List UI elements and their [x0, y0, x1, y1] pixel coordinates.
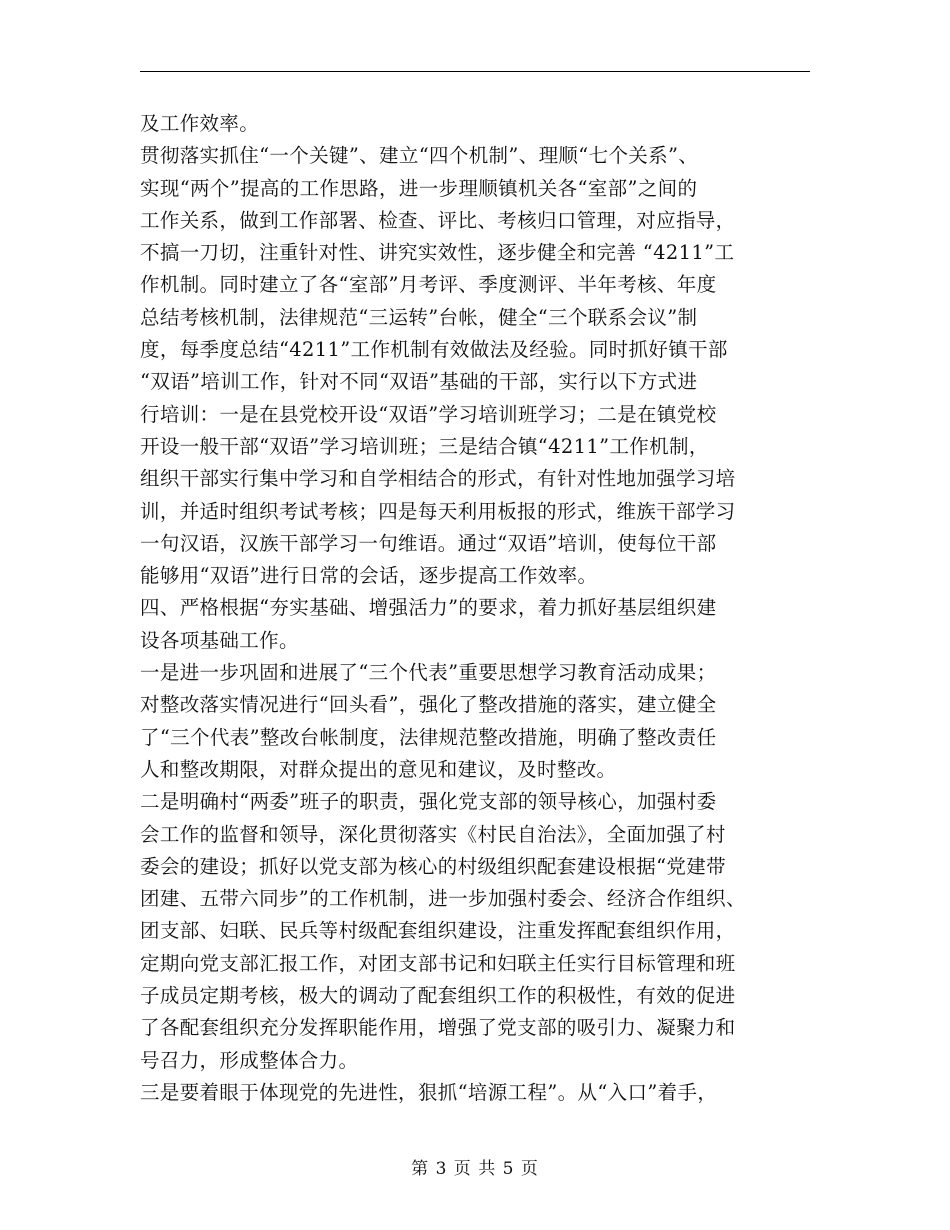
text-line: 行培训：一是在县党校开设“双语”学习培训班学习；二是在镇党校 [140, 402, 717, 426]
text-line: 设各项基础工作。 [140, 628, 299, 652]
document-body [140, 108, 810, 1109]
text-line: 及工作效率。 [140, 112, 260, 135]
header-rule [140, 71, 810, 72]
text-line: 团支部、妇联、民兵等村级配套组织建设，注重发挥配套组织作用， [140, 919, 736, 943]
text-line: 训，并适时组织考试考核；四是每天利用板报的形式，维族干部学习 [140, 499, 736, 523]
text-line: 会工作的监督和领导，深化贯彻落实《村民自治法》，全面加强了村 [140, 822, 726, 846]
text-line: 人和整改期限，对群众提出的意见和建议，及时整改。 [140, 757, 617, 781]
text-line: 实现“两个”提高的工作思路，进一步理顺镇机关各“室部”之间的 [140, 176, 698, 200]
text-line: 了各配套组织充分发挥职能作用，增强了党支部的吸引力、凝聚力和 [140, 1016, 736, 1040]
text-line: 不搞一刀切，注重针对性、讲究实效性，逐步健全和完善 “4211”工 [140, 241, 735, 265]
text-line: 工作关系，做到工作部署、检查、评比、考核归口管理，对应指导， [140, 208, 736, 232]
text-line: 作机制。同时建立了各“室部”月考评、季度测评、半年考核、年度 [140, 273, 717, 297]
text-line: 了“三个代表”整改台帐制度，法律规范整改措施，明确了整改责任 [140, 725, 717, 749]
text-line: 一是进一步巩固和进展了“三个代表”重要思想学习教育活动成果； [140, 661, 717, 685]
text-line: 委会的建设；抓好以党支部为核心的村级组织配套建设根据“党建带 [140, 854, 726, 878]
text-line: 四、严格根据“夯实基础、增强活力”的要求，着力抓好基层组织建 [140, 596, 717, 620]
text-line: 组织干部实行集中学习和自学相结合的形式，有针对性地加强学习培 [140, 467, 736, 491]
text-line: 对整改落实情况进行“回头看”，强化了整改措施的落实，建立健全 [140, 693, 717, 717]
text-line: 一句汉语，汉族干部学习一句维语。通过“双语”培训，使每位干部 [140, 531, 717, 555]
text-line: 子成员定期考核，极大的调动了配套组织工作的积极性，有效的促进 [140, 984, 736, 1008]
text-line: 总结考核机制，法律规范“三运转”台帐，健全“三个联系会议”制 [140, 305, 698, 329]
text-line: 开设一般干部“双语”学习培训班；三是结合镇“4211”工作机制， [140, 434, 709, 458]
text-line: “双语”培训工作，针对不同“双语”基础的干部，实行以下方式进 [140, 370, 698, 394]
text-line: 贯彻落实抓住“一个关键”、建立“四个机制”、理顺“七个关系”、 [140, 144, 699, 168]
text-line: 三是要着眼于体现党的先进性，狠抓“培源工程”。从“入口”着手， [140, 1080, 718, 1104]
text-line: 二是明确村“两委”班子的职责，强化党支部的领导核心，加强村委 [140, 790, 717, 814]
text-line: 度，每季度总结“4211”工作机制有效做法及经验。同时抓好镇干部 [140, 338, 728, 362]
text-line: 号召力，形成整体合力。 [140, 1048, 359, 1072]
text-line: 定期向党支部汇报工作，对团支部书记和妇联主任实行目标管理和班 [140, 951, 736, 975]
text-line: 团建、五带六同步”的工作机制，进一步加强村委会、经济合作组织、 [140, 887, 746, 911]
text-line: 能够用“双语”进行日常的会话，逐步提高工作效率。 [140, 564, 598, 588]
page-number-footer: 第 3 页 共 5 页 [411, 1159, 539, 1179]
